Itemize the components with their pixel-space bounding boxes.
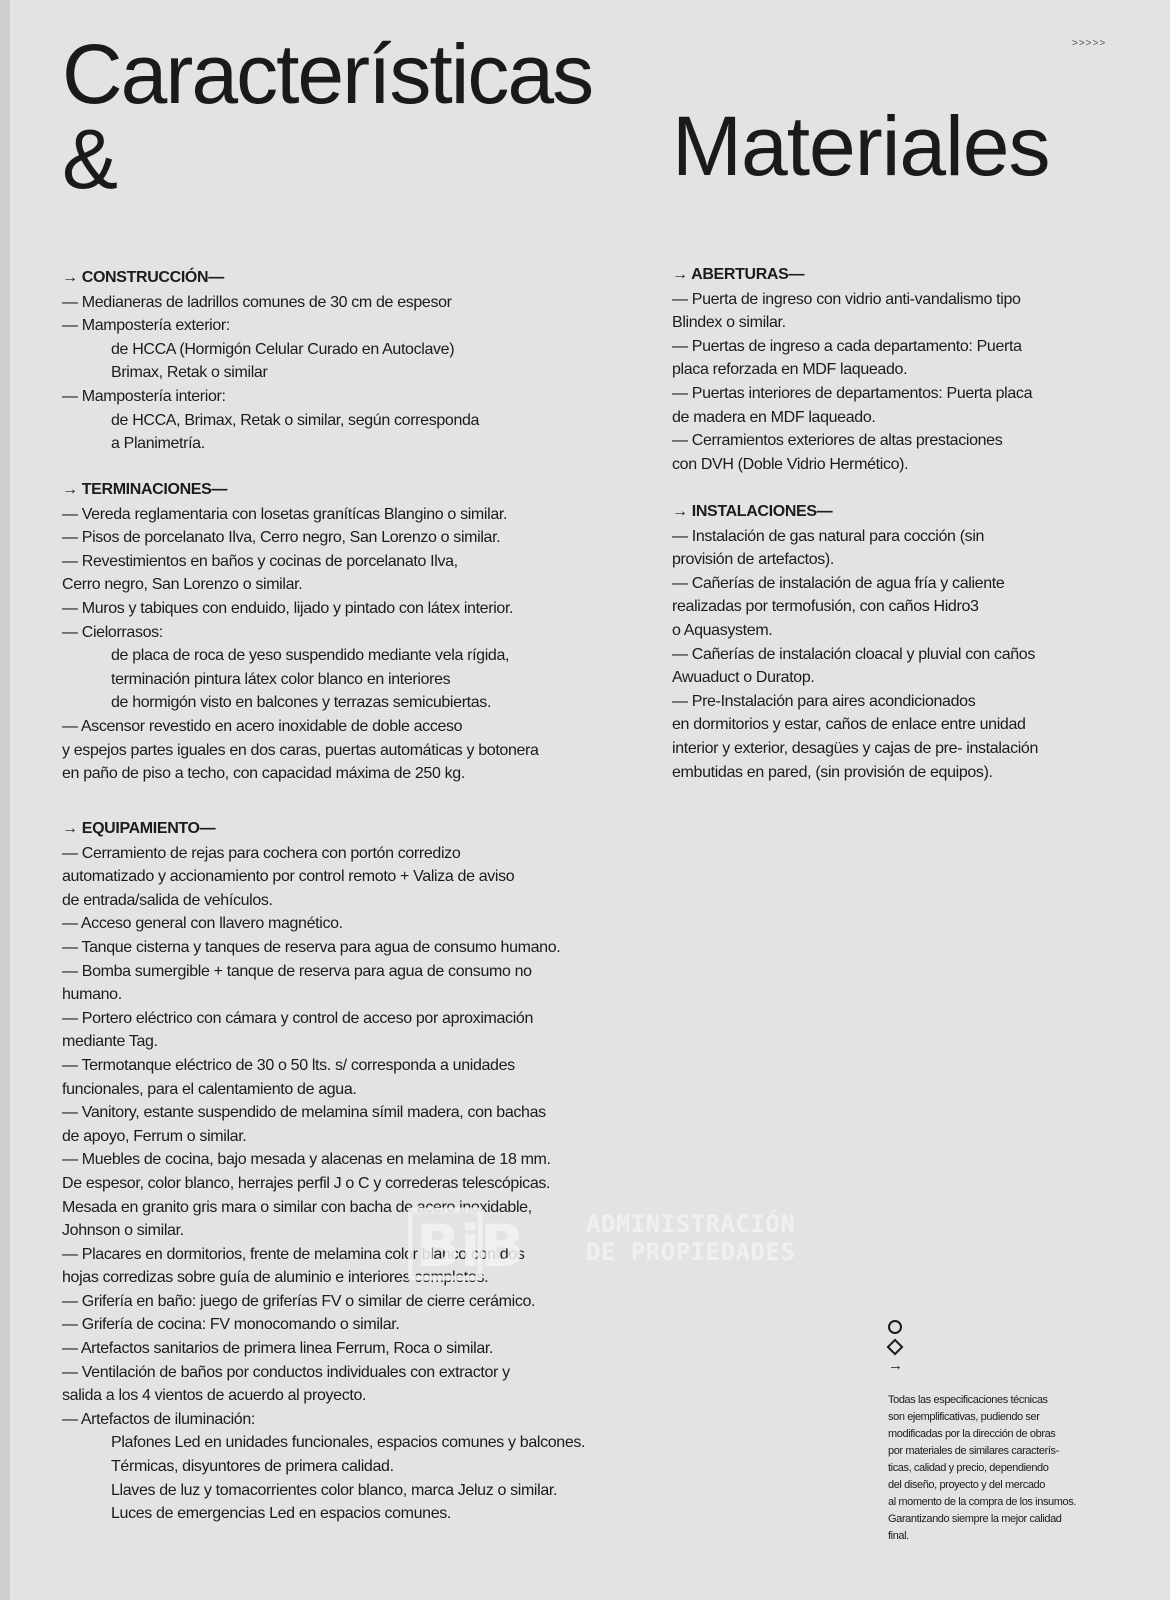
list-item: — Placares en dormitorios, frente de melamina color blanco con dos bbox=[62, 1245, 525, 1263]
list-item: De espesor, color blanco, herrajes perfil J o C y correderas telescópicas. bbox=[62, 1174, 551, 1192]
list-item: — Grifería en baño: juego de griferías FV o similar de cierre cerámico. bbox=[62, 1292, 536, 1310]
list-item: — Tanque cisterna y tanques de reserva para agua de consumo humano. bbox=[62, 938, 561, 956]
list-item: — Pre-Instalación para aires acondicionados bbox=[672, 692, 976, 710]
list-item: Térmicas, disyuntores de primera calidad. bbox=[111, 1458, 394, 1476]
list-item: Awuaduct o Duratop. bbox=[672, 669, 815, 687]
footnote-marks bbox=[888, 1320, 908, 1373]
list-item: interior y exterior, desagües y cajas de pre- instalación bbox=[672, 739, 1039, 757]
list-item: en paño de piso a techo, con capacidad máxima de 250 kg. bbox=[62, 765, 465, 783]
list-item: — Termotanque eléctrico de 30 o 50 lts. s/ corresponda a unidades bbox=[62, 1056, 515, 1074]
list-item: — Grifería de cocina: FV monocomando o similar. bbox=[62, 1316, 400, 1334]
list-item: — Revestimientos en baños y cocinas de porcelanato Ilva, bbox=[62, 552, 458, 570]
list-item: terminación pintura látex color blanco en interiores bbox=[111, 670, 451, 688]
watermark-logo bbox=[408, 1204, 558, 1284]
list-item: — Portero eléctrico con cámara y control de acceso por aproximación bbox=[62, 1009, 533, 1027]
watermark-logo-text: BiB bbox=[416, 1212, 525, 1280]
list-item: funcionales, para el calentamiento de agua. bbox=[62, 1080, 357, 1098]
footnote-line: modificadas por la dirección de obras bbox=[888, 1428, 1056, 1440]
list-item: hojas corredizas sobre guía de aluminio e interiores completos. bbox=[62, 1269, 489, 1287]
section-construccion bbox=[62, 266, 479, 456]
list-item: de madera en MDF laqueado. bbox=[672, 408, 876, 426]
list-item: salida a los 4 vientos de acuerdo al proyecto. bbox=[62, 1387, 367, 1405]
section-heading: → CONSTRUCCIÓN— bbox=[62, 269, 224, 286]
section-heading: → EQUIPAMIENTO— bbox=[62, 820, 216, 837]
list-item: — Cañerías de instalación cloacal y pluvial con caños bbox=[672, 645, 1035, 663]
list-item: mediante Tag. bbox=[62, 1033, 158, 1051]
footnote-text bbox=[888, 1392, 1128, 1545]
footnote-line: final. bbox=[888, 1530, 909, 1542]
list-item: humano. bbox=[62, 986, 122, 1004]
section-terminaciones bbox=[62, 478, 539, 786]
list-item: en dormitorios y estar, caños de enlace entre unidad bbox=[672, 716, 1026, 734]
footnote-line: ticas, calidad y precio, dependiendo bbox=[888, 1462, 1049, 1474]
list-item: — Pisos de porcelanato Ilva, Cerro negro, San Lorenzo o similar. bbox=[62, 529, 501, 547]
list-item: — Mampostería exterior: bbox=[62, 317, 231, 335]
section-aberturas bbox=[672, 263, 1032, 476]
list-item: — Bomba sumergible + tanque de reserva para agua de consumo no bbox=[62, 962, 532, 980]
list-item: de apoyo, Ferrum o similar. bbox=[62, 1127, 247, 1145]
list-item: — Muebles de cocina, bajo mesada y alacenas en melamina de 18 mm. bbox=[62, 1151, 551, 1169]
list-item: — Vanitory, estante suspendido de melamina símil madera, con bachas bbox=[62, 1104, 546, 1122]
list-item: de placa de roca de yeso suspendido mediante vela rígida, bbox=[111, 647, 510, 665]
page-edge bbox=[0, 0, 10, 1600]
section-equipamiento bbox=[62, 817, 585, 1526]
list-item: — Cerramientos exteriores de altas prestaciones bbox=[672, 432, 1003, 450]
list-item: Johnson o similar. bbox=[62, 1222, 184, 1240]
watermark-line1: ADMINISTRACIÓN bbox=[586, 1210, 796, 1238]
title-ampersand: & bbox=[62, 112, 119, 206]
footnote-line: por materiales de similares caracterís- bbox=[888, 1445, 1059, 1457]
list-item: — Ventilación de baños por conductos individuales con extractor y bbox=[62, 1363, 510, 1381]
list-item: con DVH (Doble Vidrio Hermético). bbox=[672, 455, 909, 473]
section-instalaciones bbox=[672, 500, 1038, 784]
list-item: de HCCA, Brimax, Retak o similar, según corresponda bbox=[111, 411, 480, 429]
footnote-line: son ejemplificativas, pudiendo ser bbox=[888, 1411, 1040, 1423]
list-item: — Vereda reglamentaria con losetas granítícas Blangino o similar. bbox=[62, 505, 508, 523]
list-item: Luces de emergencias Led en espacios comunes. bbox=[111, 1505, 452, 1523]
footnote-line: Todas las especificaciones técnicas bbox=[888, 1394, 1048, 1406]
list-item: Brimax, Retak o similar bbox=[111, 364, 268, 382]
list-item: — Cañerías de instalación de agua fría y caliente bbox=[672, 574, 1005, 592]
title-caracteristicas: Características bbox=[62, 27, 593, 121]
list-item: Llaves de luz y tomacorrientes color blanco, marca Jeluz o similar. bbox=[111, 1481, 558, 1499]
list-item: — Puerta de ingreso con vidrio anti-vandalismo tipo bbox=[672, 290, 1021, 308]
list-item: — Cerramiento de rejas para cochera con portón corredizo bbox=[62, 844, 461, 862]
footnote-line: Garantizando siempre la mejor calidad bbox=[888, 1513, 1062, 1525]
title-materiales: Materiales bbox=[672, 99, 1050, 193]
section-heading: → ABERTURAS— bbox=[672, 266, 805, 283]
list-item: — Mampostería interior: bbox=[62, 387, 226, 405]
list-item: de HCCA (Hormigón Celular Curado en Autoclave) bbox=[111, 340, 455, 358]
list-item: placa reforzada en MDF laqueado. bbox=[672, 361, 908, 379]
watermark bbox=[408, 1204, 796, 1284]
footnote-line: al momento de la compra de los insumos. bbox=[888, 1496, 1076, 1508]
list-item: — Medianeras de ladrillos comunes de 30 cm de espesor bbox=[62, 293, 452, 311]
page-marker: >>>>> bbox=[1072, 38, 1107, 49]
list-item: — Ascensor revestido en acero inoxidable de doble acceso bbox=[62, 717, 463, 735]
list-item: — Artefactos de iluminación: bbox=[62, 1410, 255, 1428]
list-item: — Puertas de ingreso a cada departamento: Puerta bbox=[672, 337, 1022, 355]
footnote-line: del diseño, proyecto y del mercado bbox=[888, 1479, 1045, 1491]
list-item: embutidas en pared, (sin provisión de equipos). bbox=[672, 763, 993, 781]
section-heading: → TERMINACIONES— bbox=[62, 481, 228, 498]
circle-icon bbox=[888, 1320, 902, 1334]
list-item: automatizado y accionamiento por control remoto + Valiza de aviso bbox=[62, 868, 515, 886]
list-item: — Artefactos sanitarios de primera linea Ferrum, Roca o similar. bbox=[62, 1340, 494, 1358]
list-item: Plafones Led en unidades funcionales, espacios comunes y balcones. bbox=[111, 1434, 586, 1452]
list-item: — Acceso general con llavero magnético. bbox=[62, 915, 343, 933]
list-item: Mesada en granito gris mara o similar con bacha de acero inoxidable, bbox=[62, 1198, 532, 1216]
list-item: de entrada/salida de vehículos. bbox=[62, 891, 273, 909]
list-item: — Instalación de gas natural para cocción (sin bbox=[672, 527, 985, 545]
list-item: de hormigón visto en balcones y terrazas semicubiertas. bbox=[111, 694, 492, 712]
list-item: — Puertas interiores de departamentos: Puerta placa bbox=[672, 384, 1033, 402]
list-item: a Planimetría. bbox=[111, 435, 205, 453]
arrow-right-icon: → bbox=[888, 1357, 903, 1374]
diamond-icon bbox=[887, 1339, 904, 1356]
watermark-text bbox=[586, 1210, 795, 1266]
list-item: o Aquasystem. bbox=[672, 621, 773, 639]
list-item: — Muros y tabiques con enduido, lijado y pintado con látex interior. bbox=[62, 599, 514, 617]
list-item: y espejos partes iguales en dos caras, puertas automáticas y botonera bbox=[62, 741, 539, 759]
list-item: provisión de artefactos). bbox=[672, 551, 835, 569]
watermark-line2: DE PROPIEDADES bbox=[586, 1238, 796, 1266]
list-item: — Cielorrasos: bbox=[62, 623, 163, 641]
list-item: Blindex o similar. bbox=[672, 314, 786, 332]
list-item: realizadas por termofusión, con caños Hidro3 bbox=[672, 598, 979, 616]
section-heading: → INSTALACIONES— bbox=[672, 503, 833, 520]
list-item: Cerro negro, San Lorenzo o similar. bbox=[62, 576, 303, 594]
